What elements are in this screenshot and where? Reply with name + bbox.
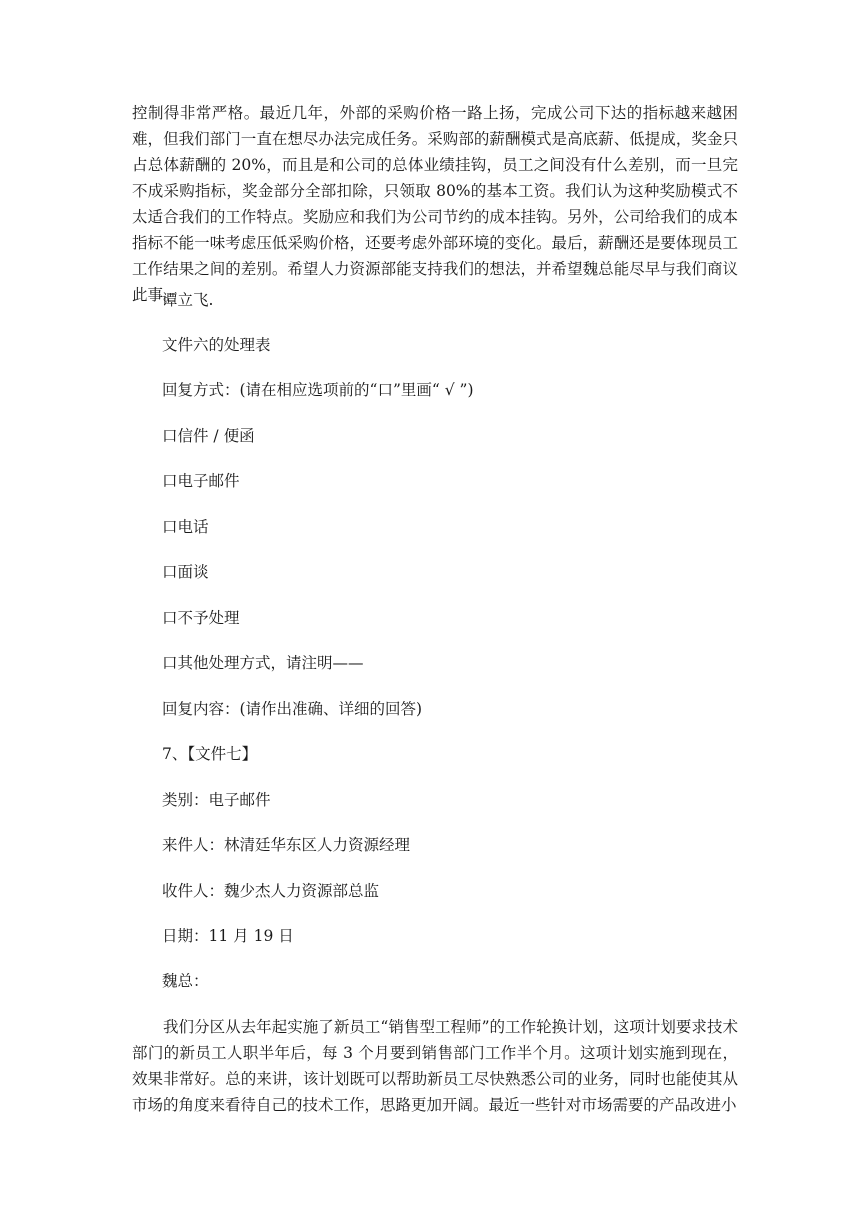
reply-content-label: 回复内容：(请作出准确、详细的回答) — [162, 700, 423, 718]
reply-option-other: 口其他处理方式，请注明—— — [162, 654, 364, 672]
file-heading: 7、【文件七】 — [162, 745, 258, 763]
signature: 谭立飞. — [162, 291, 214, 309]
reply-option-meeting: 口面谈 — [162, 563, 209, 581]
salutation: 魏总： — [162, 972, 209, 990]
body-paragraph-bottom: 我们分区从去年起实施了新员工“销售型工程师”的工作轮换计划，这项计划要求技术部门的新员工人职半年后，每 3 个月要到销售部门工作半个月。这项计划实施到现在，效果非常好。总的来讲，该计划既可以帮助新员工尽快熟悉公司的业务，同时也能使其从市场的角度来看待自己的技术工作，思路更加开阔。最近一些针对市场需要的产品改进小 — [132, 1018, 738, 1114]
category-field: 类别：电子邮件 — [162, 791, 271, 809]
reply-option-no-action: 口不予处理 — [162, 609, 240, 627]
reply-option-email: 口电子邮件 — [162, 472, 240, 490]
form-title: 文件六的处理表 — [162, 336, 271, 354]
body-paragraph-top: 控制得非常严格。最近几年，外部的采购价格一路上扬，完成公司下达的指标越来越困难，但我们部门一直在想尽办法完成任务。采购部的薪酬模式是高底薪、低提成，奖金只占总体薪酬的 20%，而且是和公司的总体业绩挂钩，员工之间没有什么差别，而一旦完不成采购指标，奖金部分全部扣除，只领取 80%的基本工资。我们认为这种奖励模式不太适合我们的工作特点。奖励应和我们为公司节约的成本挂钩。另外，公司给我们的成本指标不能一味考虑压低采购价格，还要考虑外部环境的变化。最后，薪酬还是要体现员工工作结果之间的差别。希望人力资源部能支持我们的想法，并希望魏总能尽早与我们商议此事。 — [132, 104, 738, 304]
recipient-field: 收件人：魏少杰人力资源部总监 — [162, 882, 380, 900]
reply-option-letter: 口信件 / 便函 — [162, 427, 255, 445]
date-field: 日期：11 月 19 日 — [162, 927, 294, 945]
reply-option-phone: 口电话 — [162, 518, 209, 536]
reply-method-label: 回复方式：(请在相应选项前的“口”里画“ √ ”) — [162, 381, 474, 399]
sender-field: 来件人：林清廷华东区人力资源经理 — [162, 836, 411, 854]
